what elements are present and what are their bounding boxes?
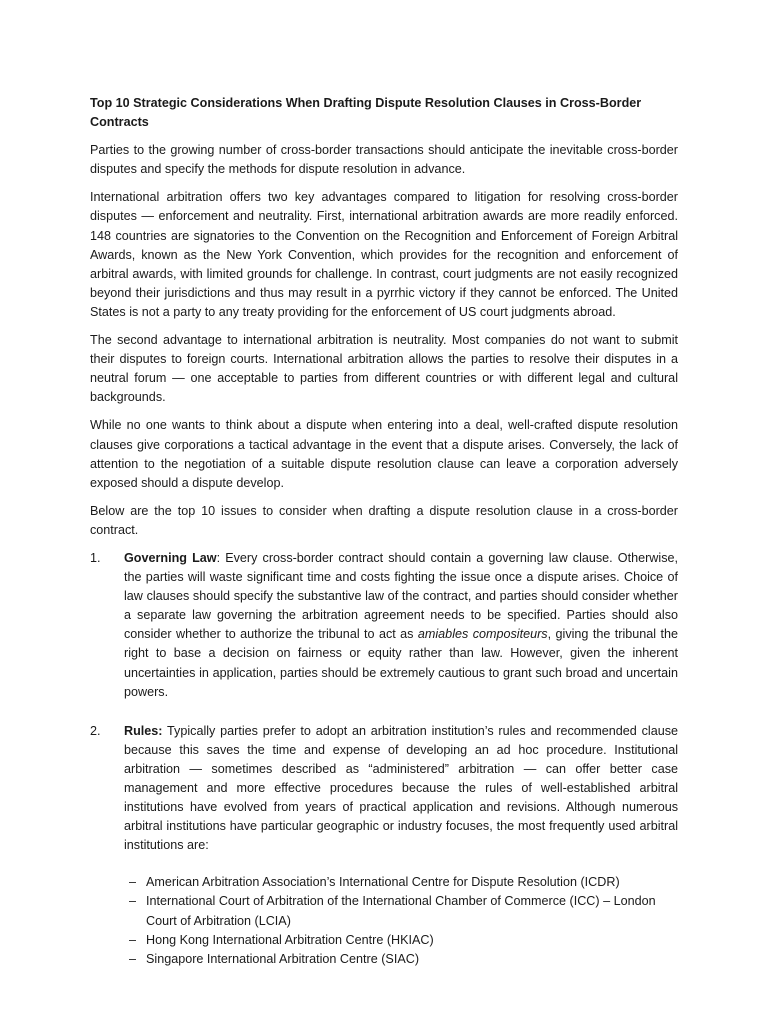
- list-number: 2.: [90, 723, 101, 738]
- dash-bullet: –: [129, 894, 137, 909]
- paragraph-top-10-intro: Below are the top 10 issues to consider when drafting a dispute resolution clause in a cross-border contract.: [90, 503, 678, 537]
- dash-bullet: –: [129, 875, 137, 890]
- institution-name: Singapore International Arbitration Centre (SIAC): [146, 951, 420, 966]
- paragraph-enforcement: International arbitration offers two key advantages compared to litigation for resolving cross-border disputes — enforcement and neutrality. First, international arbitration awards are more readily enforced. 148 countries are signatories to the Convention on the Recognition and Enforcement of Foreign Arbitral Awards, known as the New York Convention, which provides for the recognition and enforcement of arbitral awards, with limited grounds for challenge. In contrast, court judgments are not easily recognized beyond their jurisdictions and thus may result in a pyrrhic victory if they cannot be enforced. The United States is not a party to any treaty providing for the enforcement of US court judgments abroad.: [90, 190, 678, 319]
- list-number: 1.: [90, 550, 101, 565]
- institution-name: Hong Kong International Arbitration Centre (HKIAC): [146, 932, 434, 947]
- list-item: [124, 892, 678, 930]
- institution-list: [90, 873, 678, 968]
- paragraph-tactical-advantage: While no one wants to think about a dispute when entering into a deal, well-crafted dispute resolution clauses give corporations a tactical advantage in the event that a dispute arises. Conversely, the lack of attention to the negotiation of a suitable dispute resolution clause can leave a corporation adversely exposed should a dispute develop.: [90, 418, 678, 490]
- institution-name: International Court of Arbitration of the International Chamber of Commerce (ICC) – London Court of Arbitration (LCIA): [146, 894, 656, 928]
- list-item: [124, 873, 678, 892]
- dash-bullet: –: [129, 932, 137, 947]
- list-item-body: [124, 722, 678, 856]
- item-heading-suffix: :: [216, 550, 221, 565]
- list-item: [124, 950, 678, 969]
- paragraph-intro: Parties to the growing number of cross-border transactions should anticipate the inevitable cross-border disputes and specify the methods for dispute resolution in advance.: [90, 143, 678, 177]
- list-item-body: [124, 549, 678, 702]
- item-text: Every cross-border contract should contain a governing law clause. Otherwise, the parties will waste significant time and costs fighting the issue once a dispute arises. Choice of law clauses should specify the substantive law of the contract, and parties should consider whether a separate law governing the arbitration agreement needs to be specified. Parties should also consider whether to authorize the tribunal to act as: [124, 550, 678, 642]
- list-item-governing-law: [90, 549, 678, 702]
- item-text: Typically parties prefer to adopt an arbitration institution’s rules and recommended clause because this saves the time and expense of developing an ad hoc procedure. Institutional arbitration — sometimes described as “administered” arbitration — can offer better case management and more effective procedures because the rules of well-established arbitral institutions have evolved from years of practical application and revisions. Although numerous arbitral institutions have particular geographic or industry focuses, the most frequently used arbitral institutions are:: [124, 723, 678, 853]
- list-item: [124, 931, 678, 950]
- institution-name: American Arbitration Association’s International Centre for Dispute Resolution (ICDR): [146, 875, 620, 890]
- item-italic-term: amiables compositeurs: [417, 627, 548, 642]
- paragraph-neutrality: The second advantage to international arbitration is neutrality. Most companies do not want to submit their disputes to foreign courts. International arbitration allows the parties to resolve their disputes in a neutral forum — one acceptable to parties from different countries or with different legal and cultural backgrounds.: [90, 333, 678, 405]
- dash-bullet: –: [129, 951, 137, 966]
- item-heading: Rules:: [124, 723, 163, 738]
- item-text-continued: , giving the tribunal the right to base a decision on fairness or equity rather than law. However, given the inherent uncertainties in application, parties should be extremely cautious to grant such broad and uncertain powers.: [124, 627, 679, 699]
- item-heading: Governing Law: [124, 550, 217, 565]
- list-item-rules: [90, 722, 678, 856]
- document-title: Top 10 Strategic Considerations When Drafting Dispute Resolution Clauses in Cross-Border Contracts: [90, 96, 642, 130]
